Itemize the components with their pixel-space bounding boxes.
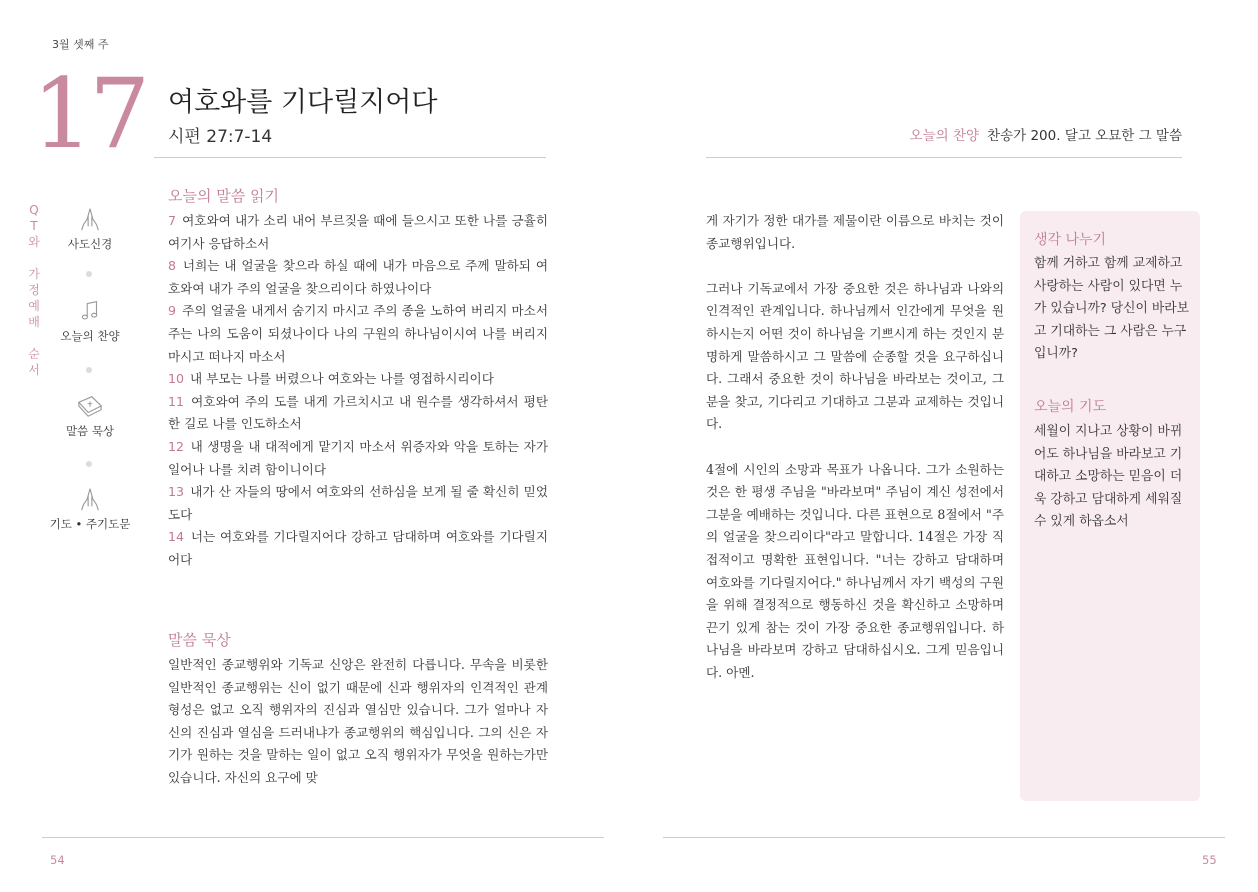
- nav-prayer: [46, 486, 134, 532]
- meditation-text-right: [706, 210, 1004, 707]
- nav-dot: [86, 367, 92, 373]
- page-title: 여호와를 기다릴지어다: [168, 87, 438, 118]
- side-char: 가: [28, 267, 40, 281]
- side-char: 배: [28, 315, 40, 329]
- nav-apostles-creed: [46, 206, 134, 252]
- verse: 14 너는 여호와를 기다릴지어다 강하고 담대하며 여호와를 기다릴지어다: [168, 529, 548, 567]
- prayer-text: 세월이 지나고 상황이 바뀌어도 하나님을 바라보고 기대하고 소망하는 믿음이 더욱 강하고 담대하게 세워질 수 있게 하옵소서: [1034, 424, 1183, 530]
- day-number: 17: [32, 58, 147, 170]
- share-text: 함께 거하고 함께 교제하고 사랑하는 사람이 있다면 누가 있습니까? 당신이 바라보고 기대하는 그 사람은 누구입니까?: [1034, 256, 1189, 362]
- meditation-text-left: 일반적인 종교행위와 기독교 신앙은 완전히 다릅니다. 무속을 비롯한 일반적인 종교행위는 신이 없기 때문에 신과 행위자의 인격적인 관계 형성은 없고 오직 행위자의 진심과 열심만 있습니다. 그가 얼마나 자신의 진심과 열심을 드러내냐가 종교행위의 핵심입니다. 그의 신은 자기가 원하는 것을 말하는 일이 없고 오직 행위자가 무엇을 원하는가만 있습니다. 자신의 요구에 맞: [168, 657, 548, 785]
- nav-label: 말씀 묵상: [65, 424, 115, 438]
- share-heading: 생각 나누기: [1034, 232, 1107, 248]
- praying-hands-icon: [76, 206, 104, 232]
- side-char: 정: [28, 283, 40, 297]
- bible-icon: [75, 393, 105, 419]
- nav-label: 사도신경: [67, 237, 113, 251]
- verse: 13 내가 산 자들의 땅에서 여호와의 선하심을 보게 될 줄 확신히 믿었도다: [168, 484, 548, 522]
- meditation-paragraph: 4절에 시인의 소망과 목표가 나옵니다. 그가 소원하는 것은 한 평생 주님을 "바라보며" 주님이 계신 성전에서 그분을 예배하는 것입니다. 다른 표현으로 8절에서 "주의 얼굴을 찾으리이다"라고 말합니다. 14절은 가장 직접적이고 명확한 표현입니다. "너는 강하고 담대하며 여호와를 기다릴지어다." 하나님께서 자기 백성의 구원을 위해 결정적으로 행동하신 것을 확신하고 소망하며 끈기 있게 참는 것이 가장 중요한 종교행위입니다. 하나님을 바라보며 강하고 담대하십시오. 그게 믿음입니다. 아멘.: [706, 461, 1004, 680]
- side-char: Q: [29, 203, 39, 217]
- hymn-label: 오늘의 찬양: [909, 128, 980, 144]
- footer-divider-left: [42, 837, 604, 838]
- side-char: 예: [28, 299, 40, 313]
- verse: 11 여호와여 주의 도를 내게 가르치시고 내 원수를 생각하셔서 평탄한 길로 나를 인도하소서: [168, 393, 548, 432]
- scripture-text: [168, 210, 548, 572]
- header-divider-left: [154, 157, 546, 158]
- praying-hands-icon: [76, 486, 104, 512]
- footer-divider-right: [663, 837, 1225, 838]
- verse: 9 주의 얼굴을 내게서 숨기지 마시고 주의 종을 노하여 버리지 마소서 주는 나의 도움이 되셨나이다 나의 구원의 하나님이시여 나를 버리지 마시고 떠나지 마소서: [168, 303, 548, 364]
- nav-hymn: [46, 298, 134, 344]
- verse: 10 내 부모는 나를 버렸으나 여호와는 나를 영접하시리이다: [168, 371, 494, 387]
- music-note-icon: [76, 298, 104, 324]
- meditation-paragraph: 게 자기가 정한 대가를 제물이란 이름으로 바치는 것이 종교행위입니다.: [706, 213, 1004, 251]
- side-char: 서: [28, 363, 40, 377]
- side-char: 와: [28, 235, 40, 249]
- nav-label: 오늘의 찬양: [60, 329, 120, 343]
- meditation-paragraph: 그러나 기독교에서 가장 중요한 것은 하나님과 나와의 인격적인 관계입니다. 하나님께서 인간에게 무엇을 원하시는지 어떤 것이 하나님을 기쁘시게 하는 것인지 분명하게 말씀하시고 그 말씀에 순종할 것을 요구하십니다. 그래서 중요한 것이 하나님을 바라보는 것이고, 그분을 찾고, 기다리고 기대하고 그분과 교제하는 것입니다.: [706, 280, 1004, 432]
- side-char: 순: [28, 347, 40, 361]
- verse: 12 내 생명을 내 대적에게 맡기지 마소서 위증자와 악을 토하는 자가 일어나 나를 치려 함이니이다: [168, 438, 548, 477]
- nav-label: 기도 • 주기도문: [49, 517, 131, 531]
- page-number-right: 55: [1202, 853, 1217, 867]
- prayer-heading: 오늘의 기도: [1034, 399, 1107, 415]
- scripture-reference: 시편 27:7-14: [168, 127, 273, 147]
- header-divider-right: [706, 157, 1182, 158]
- nav-meditation: [46, 393, 134, 439]
- nav-dot: [86, 461, 92, 467]
- page-number-left: 54: [50, 853, 65, 867]
- verse: 8 너희는 내 얼굴을 찾으라 하실 때에 내가 마음으로 주께 말하되 여호와여 내가 주의 얼굴을 찾으리이다 하였나이다: [168, 258, 548, 296]
- hymn-line: [706, 124, 1182, 144]
- reading-heading: 오늘의 말씀 읽기: [168, 187, 279, 205]
- side-char: T: [30, 219, 38, 233]
- week-label: 3월 셋째 주: [52, 38, 109, 51]
- verse: 7 여호와여 내가 소리 내어 부르짖을 때에 들으시고 또한 나를 긍휼히 여기사 응답하소서: [168, 213, 548, 251]
- side-vertical-label: [26, 202, 42, 378]
- nav-dot: [86, 271, 92, 277]
- meditation-heading: 말씀 묵상: [168, 631, 231, 649]
- hymn-text: 찬송가 200. 달고 오묘한 그 말씀: [987, 128, 1182, 144]
